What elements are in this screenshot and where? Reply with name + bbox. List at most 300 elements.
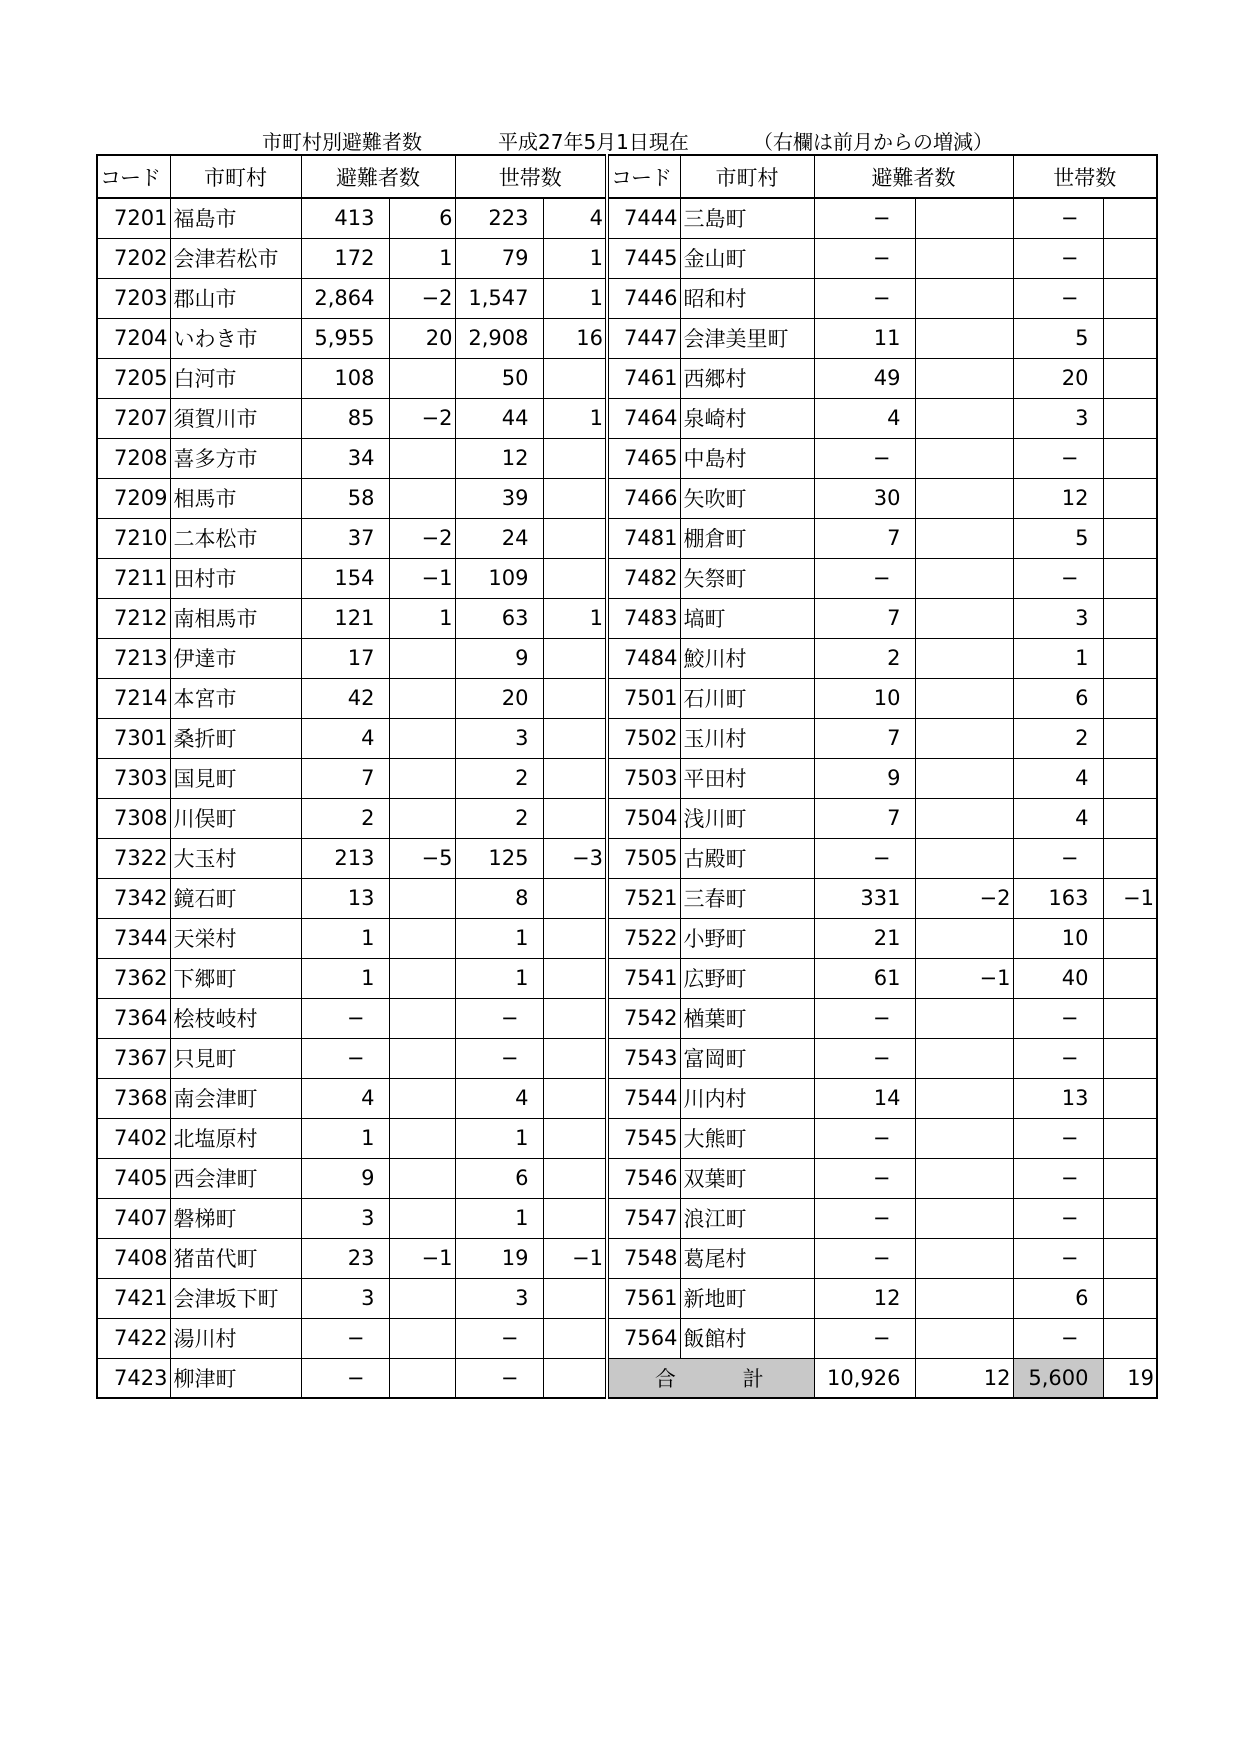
left-households-cell: 223 bbox=[455, 198, 543, 238]
left-households-change-cell bbox=[543, 1198, 607, 1238]
right-evacuees-change-cell bbox=[915, 438, 1013, 478]
left-code-cell: 7423 bbox=[97, 1358, 170, 1398]
right-municipality-cell: 中島村 bbox=[680, 438, 814, 478]
right-households-change-cell bbox=[1103, 358, 1157, 398]
right-code-cell: 7543 bbox=[607, 1038, 680, 1078]
right-evacuees-change-cell bbox=[915, 1158, 1013, 1198]
right-code-cell: 7542 bbox=[607, 998, 680, 1038]
left-households-cell: − bbox=[455, 1038, 543, 1078]
left-code-cell: 7203 bbox=[97, 278, 170, 318]
table-row bbox=[97, 958, 1157, 998]
header-code-right: コード bbox=[607, 155, 680, 198]
total-households-change-cell: 19 bbox=[1103, 1358, 1157, 1398]
left-households-cell: 109 bbox=[455, 558, 543, 598]
right-households-change-cell bbox=[1103, 1198, 1157, 1238]
right-municipality-cell: 三島町 bbox=[680, 198, 814, 238]
left-evacuees-change-cell bbox=[389, 1358, 455, 1398]
right-code-cell: 7447 bbox=[607, 318, 680, 358]
left-households-cell: 3 bbox=[455, 718, 543, 758]
right-households-change-cell bbox=[1103, 318, 1157, 358]
left-municipality-cell: いわき市 bbox=[170, 318, 301, 358]
right-evacuees-cell: 7 bbox=[814, 718, 915, 758]
left-municipality-cell: 国見町 bbox=[170, 758, 301, 798]
right-evacuees-change-cell bbox=[915, 718, 1013, 758]
right-households-cell: 6 bbox=[1013, 1278, 1103, 1318]
right-evacuees-cell: 7 bbox=[814, 598, 915, 638]
table-row bbox=[97, 478, 1157, 518]
left-municipality-cell: 磐梯町 bbox=[170, 1198, 301, 1238]
table-row bbox=[97, 838, 1157, 878]
document-title bbox=[96, 126, 1168, 156]
right-evacuees-cell: − bbox=[814, 998, 915, 1038]
left-households-change-cell bbox=[543, 1158, 607, 1198]
right-code-cell: 7546 bbox=[607, 1158, 680, 1198]
left-municipality-cell: 南会津町 bbox=[170, 1078, 301, 1118]
left-code-cell: 7364 bbox=[97, 998, 170, 1038]
left-municipality-cell: 喜多方市 bbox=[170, 438, 301, 478]
right-households-change-cell bbox=[1103, 798, 1157, 838]
total-households-cell: 5,600 bbox=[1013, 1358, 1103, 1398]
left-evacuees-cell: − bbox=[301, 1358, 389, 1398]
left-households-cell: 39 bbox=[455, 478, 543, 518]
right-households-change-cell bbox=[1103, 1038, 1157, 1078]
left-evacuees-change-cell bbox=[389, 998, 455, 1038]
table-row bbox=[97, 358, 1157, 398]
right-evacuees-cell: − bbox=[814, 1318, 915, 1358]
total-label: 合 計 bbox=[607, 1358, 814, 1398]
left-households-change-cell bbox=[543, 678, 607, 718]
header-households-left: 世帯数 bbox=[455, 155, 607, 198]
left-households-change-cell bbox=[543, 918, 607, 958]
left-households-cell: 125 bbox=[455, 838, 543, 878]
table-row bbox=[97, 1158, 1157, 1198]
left-evacuees-change-cell: −1 bbox=[389, 558, 455, 598]
right-households-change-cell bbox=[1103, 1318, 1157, 1358]
right-code-cell: 7504 bbox=[607, 798, 680, 838]
right-households-change-cell bbox=[1103, 278, 1157, 318]
right-code-cell: 7545 bbox=[607, 1118, 680, 1158]
left-municipality-cell: 北塩原村 bbox=[170, 1118, 301, 1158]
right-households-cell: 3 bbox=[1013, 598, 1103, 638]
right-code-cell: 7564 bbox=[607, 1318, 680, 1358]
right-municipality-cell: 会津美里町 bbox=[680, 318, 814, 358]
left-evacuees-change-cell: −2 bbox=[389, 398, 455, 438]
right-households-cell: 20 bbox=[1013, 358, 1103, 398]
right-evacuees-change-cell bbox=[915, 478, 1013, 518]
table-row bbox=[97, 718, 1157, 758]
left-evacuees-cell: 1 bbox=[301, 918, 389, 958]
right-municipality-cell: 葛尾村 bbox=[680, 1238, 814, 1278]
right-evacuees-change-cell bbox=[915, 318, 1013, 358]
right-households-change-cell bbox=[1103, 838, 1157, 878]
header-evacuees-right: 避難者数 bbox=[814, 155, 1013, 198]
left-evacuees-change-cell bbox=[389, 1038, 455, 1078]
left-households-cell: 1 bbox=[455, 1118, 543, 1158]
right-households-change-cell bbox=[1103, 558, 1157, 598]
right-evacuees-cell: 14 bbox=[814, 1078, 915, 1118]
right-code-cell: 7484 bbox=[607, 638, 680, 678]
left-municipality-cell: 西会津町 bbox=[170, 1158, 301, 1198]
right-evacuees-cell: 2 bbox=[814, 638, 915, 678]
right-evacuees-change-cell bbox=[915, 758, 1013, 798]
table-row bbox=[97, 678, 1157, 718]
right-households-change-cell bbox=[1103, 438, 1157, 478]
left-households-change-cell bbox=[543, 1358, 607, 1398]
left-evacuees-change-cell bbox=[389, 478, 455, 518]
right-code-cell: 7445 bbox=[607, 238, 680, 278]
right-municipality-cell: 大熊町 bbox=[680, 1118, 814, 1158]
left-households-cell: 12 bbox=[455, 438, 543, 478]
left-municipality-cell: 大玉村 bbox=[170, 838, 301, 878]
right-code-cell: 7505 bbox=[607, 838, 680, 878]
left-evacuees-cell: 172 bbox=[301, 238, 389, 278]
left-evacuees-cell: 9 bbox=[301, 1158, 389, 1198]
right-code-cell: 7544 bbox=[607, 1078, 680, 1118]
left-code-cell: 7422 bbox=[97, 1318, 170, 1358]
left-code-cell: 7421 bbox=[97, 1278, 170, 1318]
right-evacuees-cell: − bbox=[814, 438, 915, 478]
left-evacuees-cell: 42 bbox=[301, 678, 389, 718]
table-row bbox=[97, 998, 1157, 1038]
right-households-change-cell bbox=[1103, 718, 1157, 758]
left-evacuees-cell: 17 bbox=[301, 638, 389, 678]
left-households-change-cell bbox=[543, 358, 607, 398]
left-code-cell: 7212 bbox=[97, 598, 170, 638]
header-evacuees-left: 避難者数 bbox=[301, 155, 455, 198]
left-code-cell: 7208 bbox=[97, 438, 170, 478]
table-row bbox=[97, 1318, 1157, 1358]
left-evacuees-cell: 1 bbox=[301, 1118, 389, 1158]
right-evacuees-cell: 7 bbox=[814, 518, 915, 558]
right-evacuees-cell: − bbox=[814, 198, 915, 238]
left-evacuees-cell: 7 bbox=[301, 758, 389, 798]
left-evacuees-change-cell bbox=[389, 638, 455, 678]
right-households-cell: − bbox=[1013, 1038, 1103, 1078]
right-households-cell: 5 bbox=[1013, 518, 1103, 558]
left-households-change-cell: 4 bbox=[543, 198, 607, 238]
right-households-cell: 10 bbox=[1013, 918, 1103, 958]
left-households-change-cell: 1 bbox=[543, 278, 607, 318]
right-municipality-cell: 西郷村 bbox=[680, 358, 814, 398]
right-evacuees-cell: 9 bbox=[814, 758, 915, 798]
table-row bbox=[97, 758, 1157, 798]
left-code-cell: 7308 bbox=[97, 798, 170, 838]
right-evacuees-change-cell bbox=[915, 558, 1013, 598]
right-municipality-cell: 双葉町 bbox=[680, 1158, 814, 1198]
left-households-cell: 63 bbox=[455, 598, 543, 638]
right-municipality-cell: 楢葉町 bbox=[680, 998, 814, 1038]
left-households-cell: 1,547 bbox=[455, 278, 543, 318]
right-evacuees-cell: − bbox=[814, 1118, 915, 1158]
left-households-cell: 8 bbox=[455, 878, 543, 918]
right-households-change-cell bbox=[1103, 518, 1157, 558]
right-municipality-cell: 棚倉町 bbox=[680, 518, 814, 558]
right-households-cell: − bbox=[1013, 198, 1103, 238]
left-evacuees-change-cell bbox=[389, 438, 455, 478]
left-code-cell: 7207 bbox=[97, 398, 170, 438]
left-municipality-cell: 須賀川市 bbox=[170, 398, 301, 438]
left-households-cell: 1 bbox=[455, 1198, 543, 1238]
right-households-change-cell bbox=[1103, 598, 1157, 638]
left-code-cell: 7405 bbox=[97, 1158, 170, 1198]
left-households-cell: 4 bbox=[455, 1078, 543, 1118]
left-evacuees-cell: 413 bbox=[301, 198, 389, 238]
right-municipality-cell: 金山町 bbox=[680, 238, 814, 278]
right-evacuees-change-cell bbox=[915, 1078, 1013, 1118]
left-households-change-cell bbox=[543, 478, 607, 518]
left-households-cell: 20 bbox=[455, 678, 543, 718]
left-households-cell: 2 bbox=[455, 758, 543, 798]
right-households-change-cell bbox=[1103, 238, 1157, 278]
right-evacuees-change-cell bbox=[915, 798, 1013, 838]
table-row bbox=[97, 518, 1157, 558]
left-municipality-cell: 天栄村 bbox=[170, 918, 301, 958]
title-note: （右欄は前月からの増減） bbox=[753, 130, 993, 154]
left-households-cell: − bbox=[455, 1318, 543, 1358]
left-evacuees-change-cell: −2 bbox=[389, 518, 455, 558]
right-municipality-cell: 広野町 bbox=[680, 958, 814, 998]
left-households-change-cell bbox=[543, 998, 607, 1038]
right-households-change-cell bbox=[1103, 1238, 1157, 1278]
table-row bbox=[97, 558, 1157, 598]
right-evacuees-change-cell bbox=[915, 918, 1013, 958]
left-code-cell: 7301 bbox=[97, 718, 170, 758]
right-households-change-cell bbox=[1103, 998, 1157, 1038]
left-code-cell: 7342 bbox=[97, 878, 170, 918]
left-municipality-cell: 郡山市 bbox=[170, 278, 301, 318]
right-households-cell: 2 bbox=[1013, 718, 1103, 758]
right-households-cell: − bbox=[1013, 438, 1103, 478]
table-row bbox=[97, 198, 1157, 238]
right-municipality-cell: 浪江町 bbox=[680, 1198, 814, 1238]
right-code-cell: 7503 bbox=[607, 758, 680, 798]
right-code-cell: 7461 bbox=[607, 358, 680, 398]
left-municipality-cell: 湯川村 bbox=[170, 1318, 301, 1358]
table-row bbox=[97, 1118, 1157, 1158]
right-households-change-cell bbox=[1103, 958, 1157, 998]
left-households-cell: 19 bbox=[455, 1238, 543, 1278]
left-evacuees-change-cell bbox=[389, 878, 455, 918]
right-code-cell: 7541 bbox=[607, 958, 680, 998]
right-evacuees-cell: 4 bbox=[814, 398, 915, 438]
left-municipality-cell: 田村市 bbox=[170, 558, 301, 598]
left-evacuees-change-cell: −5 bbox=[389, 838, 455, 878]
right-code-cell: 7464 bbox=[607, 398, 680, 438]
right-households-cell: − bbox=[1013, 1118, 1103, 1158]
right-evacuees-change-cell bbox=[915, 358, 1013, 398]
left-municipality-cell: 只見町 bbox=[170, 1038, 301, 1078]
left-households-change-cell bbox=[543, 558, 607, 598]
left-evacuees-change-cell bbox=[389, 958, 455, 998]
left-evacuees-cell: 23 bbox=[301, 1238, 389, 1278]
right-code-cell: 7548 bbox=[607, 1238, 680, 1278]
right-households-cell: 1 bbox=[1013, 638, 1103, 678]
right-households-cell: − bbox=[1013, 1238, 1103, 1278]
right-evacuees-change-cell bbox=[915, 1038, 1013, 1078]
left-evacuees-change-cell: 1 bbox=[389, 598, 455, 638]
right-evacuees-cell: 21 bbox=[814, 918, 915, 958]
left-evacuees-change-cell: −2 bbox=[389, 278, 455, 318]
title-date: 平成27年5月1日現在 bbox=[498, 130, 689, 154]
left-evacuees-cell: 2,864 bbox=[301, 278, 389, 318]
right-evacuees-cell: 7 bbox=[814, 798, 915, 838]
right-evacuees-cell: 30 bbox=[814, 478, 915, 518]
left-households-cell: − bbox=[455, 1358, 543, 1398]
left-households-change-cell bbox=[543, 758, 607, 798]
left-municipality-cell: 会津坂下町 bbox=[170, 1278, 301, 1318]
right-code-cell: 7444 bbox=[607, 198, 680, 238]
left-code-cell: 7201 bbox=[97, 198, 170, 238]
left-evacuees-cell: 85 bbox=[301, 398, 389, 438]
right-code-cell: 7466 bbox=[607, 478, 680, 518]
table-row bbox=[97, 878, 1157, 918]
header-households-right: 世帯数 bbox=[1013, 155, 1157, 198]
evacuee-table bbox=[96, 154, 1158, 1399]
right-code-cell: 7561 bbox=[607, 1278, 680, 1318]
right-code-cell: 7483 bbox=[607, 598, 680, 638]
right-evacuees-change-cell bbox=[915, 1238, 1013, 1278]
right-municipality-cell: 石川町 bbox=[680, 678, 814, 718]
right-code-cell: 7521 bbox=[607, 878, 680, 918]
right-evacuees-change-cell bbox=[915, 1278, 1013, 1318]
table-row bbox=[97, 918, 1157, 958]
left-households-cell: 1 bbox=[455, 958, 543, 998]
right-municipality-cell: 矢祭町 bbox=[680, 558, 814, 598]
right-households-cell: 3 bbox=[1013, 398, 1103, 438]
left-households-cell: 2,908 bbox=[455, 318, 543, 358]
right-households-change-cell bbox=[1103, 1278, 1157, 1318]
left-households-change-cell bbox=[543, 1038, 607, 1078]
left-evacuees-cell: − bbox=[301, 998, 389, 1038]
left-municipality-cell: 二本松市 bbox=[170, 518, 301, 558]
right-evacuees-cell: − bbox=[814, 558, 915, 598]
right-households-change-cell bbox=[1103, 918, 1157, 958]
left-households-cell: 9 bbox=[455, 638, 543, 678]
left-code-cell: 7214 bbox=[97, 678, 170, 718]
right-households-change-cell bbox=[1103, 678, 1157, 718]
right-evacuees-cell: − bbox=[814, 1238, 915, 1278]
left-households-cell: 24 bbox=[455, 518, 543, 558]
left-evacuees-cell: 213 bbox=[301, 838, 389, 878]
title-main: 市町村別避難者数 bbox=[262, 130, 422, 154]
right-evacuees-change-cell bbox=[915, 1198, 1013, 1238]
table-row bbox=[97, 798, 1157, 838]
right-municipality-cell: 塙町 bbox=[680, 598, 814, 638]
left-municipality-cell: 相馬市 bbox=[170, 478, 301, 518]
right-households-cell: 4 bbox=[1013, 758, 1103, 798]
left-evacuees-cell: 154 bbox=[301, 558, 389, 598]
right-evacuees-change-cell: −1 bbox=[915, 958, 1013, 998]
left-evacuees-change-cell bbox=[389, 758, 455, 798]
left-code-cell: 7202 bbox=[97, 238, 170, 278]
right-households-change-cell: −1 bbox=[1103, 878, 1157, 918]
right-evacuees-change-cell bbox=[915, 1318, 1013, 1358]
right-households-cell: 163 bbox=[1013, 878, 1103, 918]
right-households-change-cell bbox=[1103, 638, 1157, 678]
right-municipality-cell: 泉崎村 bbox=[680, 398, 814, 438]
table-row bbox=[97, 1238, 1157, 1278]
left-municipality-cell: 福島市 bbox=[170, 198, 301, 238]
left-code-cell: 7344 bbox=[97, 918, 170, 958]
left-evacuees-change-cell bbox=[389, 1278, 455, 1318]
right-evacuees-cell: 61 bbox=[814, 958, 915, 998]
right-municipality-cell: 矢吹町 bbox=[680, 478, 814, 518]
left-households-change-cell bbox=[543, 958, 607, 998]
left-households-change-cell bbox=[543, 1118, 607, 1158]
left-evacuees-change-cell bbox=[389, 1118, 455, 1158]
left-municipality-cell: 柳津町 bbox=[170, 1358, 301, 1398]
left-households-change-cell bbox=[543, 518, 607, 558]
table-row bbox=[97, 1038, 1157, 1078]
header-code-left: コード bbox=[97, 155, 170, 198]
left-code-cell: 7213 bbox=[97, 638, 170, 678]
right-households-cell: − bbox=[1013, 998, 1103, 1038]
table-row bbox=[97, 1278, 1157, 1318]
right-municipality-cell: 平田村 bbox=[680, 758, 814, 798]
left-municipality-cell: 会津若松市 bbox=[170, 238, 301, 278]
left-households-cell: 3 bbox=[455, 1278, 543, 1318]
right-evacuees-change-cell bbox=[915, 198, 1013, 238]
left-evacuees-cell: 3 bbox=[301, 1278, 389, 1318]
left-evacuees-cell: 3 bbox=[301, 1198, 389, 1238]
right-households-cell: − bbox=[1013, 838, 1103, 878]
right-households-change-cell bbox=[1103, 1078, 1157, 1118]
right-municipality-cell: 玉川村 bbox=[680, 718, 814, 758]
right-code-cell: 7465 bbox=[607, 438, 680, 478]
left-evacuees-cell: 4 bbox=[301, 718, 389, 758]
right-evacuees-change-cell bbox=[915, 398, 1013, 438]
right-municipality-cell: 新地町 bbox=[680, 1278, 814, 1318]
left-code-cell: 7210 bbox=[97, 518, 170, 558]
left-households-change-cell: 1 bbox=[543, 598, 607, 638]
right-municipality-cell: 小野町 bbox=[680, 918, 814, 958]
right-households-cell: − bbox=[1013, 1198, 1103, 1238]
right-evacuees-cell: 10 bbox=[814, 678, 915, 718]
right-code-cell: 7547 bbox=[607, 1198, 680, 1238]
left-municipality-cell: 桧枝岐村 bbox=[170, 998, 301, 1038]
left-evacuees-cell: 58 bbox=[301, 478, 389, 518]
left-evacuees-cell: 108 bbox=[301, 358, 389, 398]
left-code-cell: 7362 bbox=[97, 958, 170, 998]
left-households-change-cell bbox=[543, 638, 607, 678]
right-households-cell: − bbox=[1013, 278, 1103, 318]
right-evacuees-change-cell bbox=[915, 278, 1013, 318]
left-municipality-cell: 本宮市 bbox=[170, 678, 301, 718]
left-households-change-cell: 1 bbox=[543, 398, 607, 438]
left-code-cell: 7367 bbox=[97, 1038, 170, 1078]
left-evacuees-cell: 1 bbox=[301, 958, 389, 998]
right-evacuees-change-cell bbox=[915, 518, 1013, 558]
right-households-change-cell bbox=[1103, 1118, 1157, 1158]
left-evacuees-change-cell: 20 bbox=[389, 318, 455, 358]
right-municipality-cell: 浅川町 bbox=[680, 798, 814, 838]
left-code-cell: 7408 bbox=[97, 1238, 170, 1278]
right-households-cell: 6 bbox=[1013, 678, 1103, 718]
right-households-change-cell bbox=[1103, 1158, 1157, 1198]
left-municipality-cell: 下郷町 bbox=[170, 958, 301, 998]
left-households-cell: − bbox=[455, 998, 543, 1038]
right-households-cell: 13 bbox=[1013, 1078, 1103, 1118]
left-evacuees-change-cell bbox=[389, 678, 455, 718]
left-households-change-cell bbox=[543, 1278, 607, 1318]
left-households-cell: 44 bbox=[455, 398, 543, 438]
left-evacuees-cell: 37 bbox=[301, 518, 389, 558]
left-households-cell: 2 bbox=[455, 798, 543, 838]
left-municipality-cell: 川俣町 bbox=[170, 798, 301, 838]
table-row bbox=[97, 238, 1157, 278]
left-evacuees-change-cell bbox=[389, 798, 455, 838]
left-municipality-cell: 南相馬市 bbox=[170, 598, 301, 638]
